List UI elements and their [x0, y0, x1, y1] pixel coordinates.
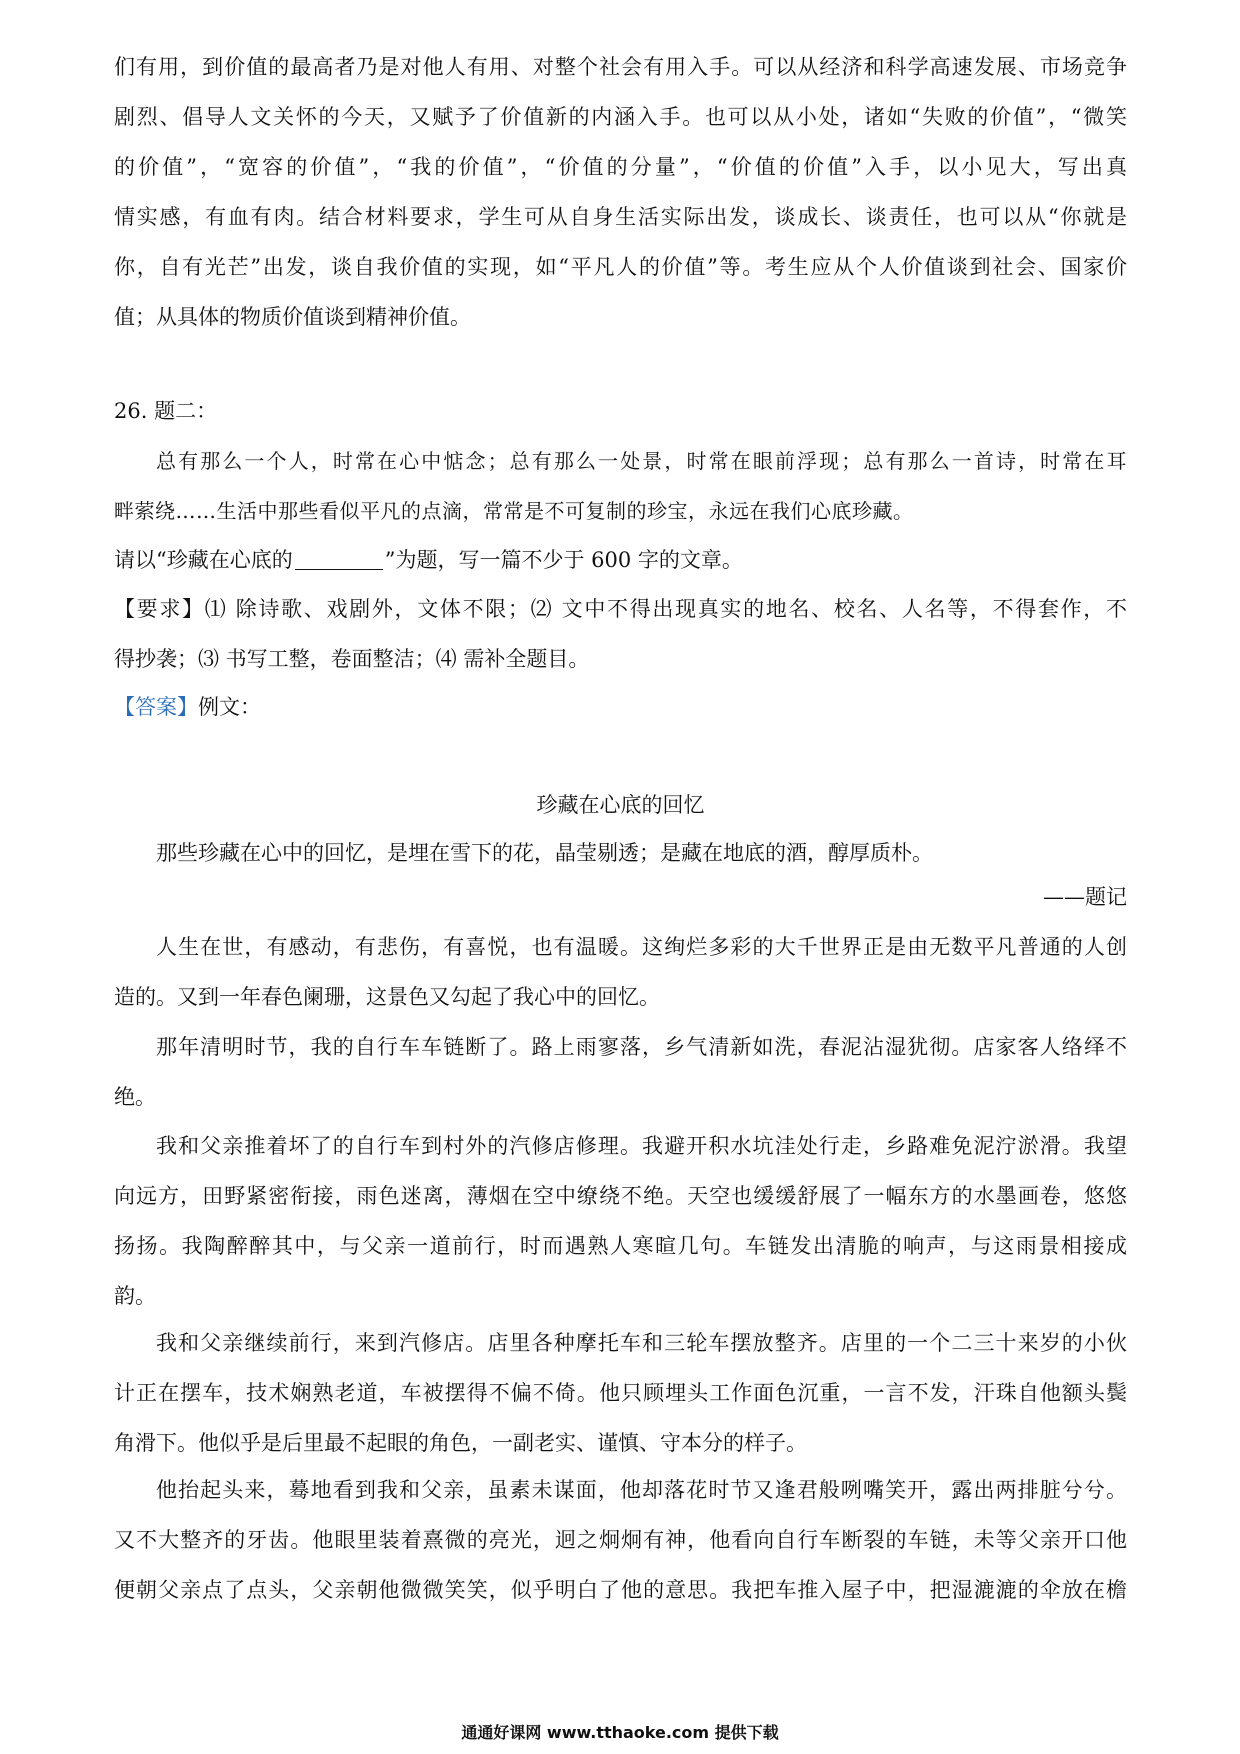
text-line: 的价值”，“宽容的价值”，“我的价值”，“价值的分量”，“价值的价值”入手，以小见大，写出真 — [114, 155, 1127, 179]
quote-line: 总有那么一个人，时常在心中惦念；总有那么一处景，时常在眼前浮现；总有那么一首诗，时常在耳 — [156, 449, 1127, 473]
essay-paragraph — [114, 1318, 1127, 1468]
answer-text: 例文： — [198, 695, 261, 719]
text-line: 绝。 — [114, 1085, 156, 1109]
epigraph-line: 那些珍藏在心中的回忆，是埋在雪下的花，晶莹剔透；是藏在地底的酒，醇厚质朴。 — [156, 841, 933, 865]
answer-heading — [114, 682, 1127, 732]
text-line: 向远方，田野紧密衔接，雨色迷离，薄烟在空中缭绕不绝。天空也缓缓舒展了一幅东方的水墨画卷，悠悠 — [114, 1184, 1127, 1208]
answer-line — [114, 682, 1127, 732]
question-heading — [114, 386, 1127, 436]
text-line: 你，自有光芒”出发，谈自我价值的实现，如“平凡人的价值”等。考生应从个人价值谈到社会、国家价 — [114, 255, 1127, 279]
essay-paragraph — [114, 1121, 1127, 1321]
quote-line: 畔萦绕……生活中那些看似平凡的点滴，常常是不可复制的珍宝，永远在我们心底珍藏。 — [114, 499, 914, 523]
text-line: 造的。又到一年春色阑珊，这景色又勾起了我心中的回忆。 — [114, 985, 660, 1009]
essay-title: 珍藏在心底的回忆 — [536, 793, 705, 817]
essay-paragraph — [114, 922, 1127, 1022]
page-footer: 通通好课网 www.tthaoke.com 提供下载 — [461, 1723, 779, 1742]
question-label: 26. 题二： — [114, 399, 218, 423]
task-suffix: ”为题，写一篇不少于 600 字的文章。 — [384, 548, 743, 572]
text-line: 便朝父亲点了点头，父亲朝他微微笑笑，似乎明白了他的意思。我把车推入屋子中，把湿漉漉的伞放在檐 — [114, 1578, 1127, 1602]
intro-paragraph — [114, 42, 1127, 342]
text-line: 剧烈、倡导人文关怀的今天，又赋予了价值新的内涵入手。也可以从小处，诸如“失败的价值”，“微笑 — [114, 105, 1127, 129]
essay-paragraph — [114, 1465, 1127, 1615]
answer-tag: 【答案】 — [114, 695, 198, 719]
requirement-line: 得抄袭；⑶ 书写工整，卷面整洁；⑷ 需补全题目。 — [114, 647, 590, 671]
essay-epigraph — [114, 828, 1127, 878]
text-line: 值；从具体的物质价值谈到精神价值。 — [114, 305, 471, 329]
text-line: 人生在世，有感动，有悲伤，有喜悦，也有温暖。这绚烂多彩的大千世界正是由无数平凡普通的人创 — [156, 935, 1127, 959]
text-line: 韵。 — [114, 1284, 156, 1308]
task-line — [114, 535, 1127, 585]
title-blank — [295, 567, 383, 570]
text-line: 我和父亲推着坏了的自行车到村外的汽修店修理。我避开积水坑洼处行走，乡路难免泥泞淤滑。我望 — [156, 1134, 1127, 1158]
task-instruction — [114, 535, 1127, 585]
text-line: 又不大整齐的牙齿。他眼里装着熹微的亮光，迥之炯炯有神，他看向自行车断裂的车链，未等父亲开口他 — [114, 1528, 1127, 1552]
prompt-quote — [114, 436, 1127, 536]
task-prefix: 请以“珍藏在心底的 — [114, 548, 293, 572]
essay-paragraph — [114, 1022, 1127, 1122]
text-line: 那年清明时节，我的自行车车链断了。路上雨寥落，乡气清新如洗，春泥沾湿犹彻。店家客人络绎不 — [156, 1035, 1127, 1059]
epigraph-signature: ——题记 — [1043, 885, 1127, 909]
text-line: 角滑下。他似乎是后里最不起眼的角色，一副老实、谨慎、守本分的样子。 — [114, 1431, 807, 1455]
text-line: 情实感，有血有肉。结合材料要求，学生可从自身生活实际出发，谈成长、谈责任，也可以从“你就是 — [114, 205, 1127, 229]
text-line: 们有用，到价值的最高者乃是对他人有用、对整个社会有用入手。可以从经济和科学高速发展、市场竞争 — [114, 55, 1127, 79]
text-line: 扬扬。我陶醉醉其中，与父亲一道前行，时而遇熟人寒暄几句。车链发出清脆的响声，与这雨景相接成 — [114, 1234, 1127, 1258]
requirements — [114, 584, 1127, 684]
requirement-line: 【要求】⑴ 除诗歌、戏剧外，文体不限；⑵ 文中不得出现真实的地名、校名、人名等，不得套作，不 — [114, 597, 1127, 621]
text-line: 他抬起头来，蓦地看到我和父亲，虽素未谋面，他却落花时节又逢君般咧嘴笑开，露出两排脏兮兮。 — [156, 1478, 1127, 1502]
text-line: 我和父亲继续前行，来到汽修店。店里各种摩托车和三轮车摆放整齐。店里的一个二三十来岁的小伙 — [156, 1331, 1127, 1355]
text-line: 计正在摆车，技术娴熟老道，车被摆得不偏不倚。他只顾埋头工作面色沉重，一言不发，汗珠自他额头鬓 — [114, 1381, 1127, 1405]
